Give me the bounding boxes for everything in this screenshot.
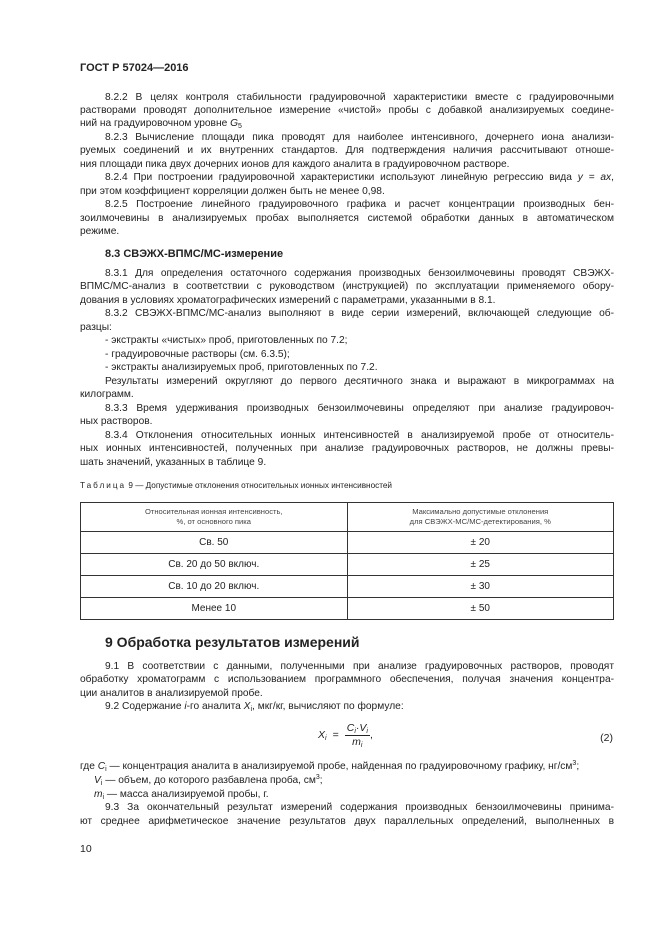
text: где	[80, 761, 98, 772]
table-cell: Св. 10 до 20 включ.	[81, 576, 348, 598]
section-heading: 8.3 СВЭЖХ-ВПМС/МС-измерение	[105, 248, 284, 260]
table-cell: ± 30	[347, 576, 614, 598]
symbol: X	[243, 701, 251, 712]
where-line	[80, 760, 579, 773]
paragraph-line: килограмм.	[80, 389, 134, 400]
text: — объем, до которого разбавлена проба, см	[102, 775, 316, 786]
paragraph-line: дования в условиях хроматографических измерений с параметрами, указанными в 8.1.	[80, 295, 496, 306]
text: -го аналита	[186, 701, 244, 712]
paragraph-line: 8.2.5 Построение линейного градуировочного графика и расчет концентрации производных бен-	[105, 199, 614, 210]
symbol: C	[346, 722, 355, 734]
text: , мкг/кг, вычисляют по формуле:	[252, 701, 404, 712]
paragraph-line: 8.3.4 Отклонения относительных ионных интенсивностей в анализируемой пробе от относитель-	[105, 430, 614, 441]
comma: ,	[369, 729, 373, 741]
table-row	[81, 532, 614, 554]
symbol: C	[97, 761, 106, 772]
equals-sign: =	[332, 729, 339, 741]
paragraph-line: растворами проводят дополнительное измерение «чистой» пробы с добавкой анализируемых соедине-	[80, 105, 614, 116]
formula-lhs	[318, 729, 327, 741]
where-line	[94, 774, 323, 787]
paragraph-line: 8.3.2 СВЭЖХ-ВПМС/МС-анализ выполняют в виде серии измерений, включающей следующие об-	[105, 308, 614, 319]
paragraph-line: разцы:	[80, 322, 112, 333]
fraction	[345, 722, 370, 748]
text: ний на градуировочном уровне	[80, 118, 231, 129]
subscript: i	[102, 794, 105, 801]
paragraph-line: руемых соединений и их внутренних стандартов. Для подтверждения наличия рассчитывают отноше-	[80, 145, 614, 156]
subscript: i	[360, 742, 363, 749]
text: ;	[319, 775, 323, 786]
text: — концентрация аналита в анализируемой пробе, найденная по градуировочному графику, нг/см	[106, 761, 573, 772]
table-cell: ± 25	[347, 554, 614, 576]
section-heading: 9 Обработка результатов измерений	[105, 634, 360, 650]
deviation-table	[80, 502, 614, 620]
paragraph-line: ции аналитов в анализируемой пробе.	[80, 688, 263, 699]
subscript: i	[105, 766, 107, 773]
header-text: %, от основного пика	[176, 517, 251, 526]
superscript: 3	[315, 774, 320, 781]
header-cell	[347, 503, 614, 532]
header-cell	[81, 503, 348, 532]
page-number: 10	[80, 843, 92, 855]
paragraph-line: ния площади пика двух дочерних ионов для каждого аналита в градуировочном растворе.	[80, 159, 510, 170]
paragraph-line: 8.3.3 Время удерживания производных бензоилмочевины определяют при анализе градуировоч-	[105, 403, 614, 414]
subscript: i	[250, 706, 253, 713]
caption-label: Таблица	[80, 481, 127, 490]
table-row	[81, 576, 614, 598]
document-header: ГОСТ Р 57024—2016	[80, 62, 189, 74]
paragraph-line	[80, 117, 614, 130]
paragraph-line: 9.3 За окончательный результат измерений содержания производных бензоилмочевины принима-	[105, 802, 614, 813]
denominator	[352, 736, 362, 748]
paragraph-line: ных ионных интенсивностей, полученных при анализе градуировочных растворов, не должны превы-	[80, 443, 614, 454]
paragraph-line: 8.2.2 В целях контроля стабильности градуировочной характеристики вместе с градуировочными	[105, 92, 614, 103]
paragraph-line: режиме.	[80, 226, 120, 237]
paragraph-line: 9.1 В соответствии с данными, полученными при анализе градуировочных растворов, проводят	[105, 661, 614, 672]
symbol: V	[94, 775, 101, 786]
symbol: X	[318, 729, 326, 741]
paragraph-line	[105, 700, 614, 713]
superscript: 3	[572, 760, 577, 767]
table-row	[81, 554, 614, 576]
paragraph-line: ют среднее арифметическое значение результатов двух параллельных определений, выполненных в	[80, 816, 614, 827]
paragraph-line: Результаты измерений округляют до первого десятичного знака и выражают в микрограммах на	[105, 376, 614, 387]
where-line	[94, 788, 269, 801]
table-cell: Св. 50	[81, 532, 348, 554]
table-cell: ± 20	[347, 532, 614, 554]
symbol: m	[94, 789, 103, 800]
paragraph-line: зоилмочевины в анализируемых пробах выполняется системой обработки данных в автоматическом	[80, 213, 614, 224]
subscript: 5	[238, 123, 242, 130]
formula-2	[318, 722, 373, 748]
symbol: V	[359, 722, 367, 734]
formula-inline: y = ax	[577, 172, 612, 183]
header-text: Относительная ионная интенсивность,	[144, 507, 283, 516]
table-cell: Св. 20 до 50 включ.	[81, 554, 348, 576]
paragraph-line: ных растворов.	[80, 416, 153, 427]
symbol: i	[184, 701, 187, 712]
header-text: Максимально допустимые отклонения	[412, 507, 549, 516]
list-item: - экстракты анализируемых проб, приготовленных по 7.2.	[105, 362, 378, 373]
header-text: для СВЭЖХ-МС/МС-детектирования, %	[409, 517, 551, 526]
subscript: i	[354, 728, 356, 735]
equation-number: (2)	[600, 732, 613, 744]
numerator	[345, 722, 370, 736]
text: 9.2 Содержание	[105, 701, 185, 712]
paragraph-line: ВПМС/МС-анализ в соответствии с руководством (инструкцией) по эксплуатации применяемого обору-	[80, 281, 614, 292]
paragraph-line: шать значений, указанных в таблице 9.	[80, 457, 267, 468]
text: ,	[611, 172, 614, 183]
symbol: m	[352, 736, 361, 748]
list-item: - экстракты «чистых» проб, приготовленных по 7.2;	[105, 335, 348, 346]
paragraph-line	[105, 171, 614, 184]
table-header-row	[81, 503, 614, 532]
dot: ·	[355, 722, 360, 734]
paragraph-line: 8.2.3 Вычисление площади пика проводят для наиболее интенсивного, дочернего иона анализи-	[105, 132, 614, 143]
table-caption	[80, 481, 392, 490]
paragraph-line: 8.3.1 Для определения остаточного содержания производных бензоилмочевины проводят СВЭЖХ-	[105, 268, 614, 279]
paragraph-line: обработку хроматограмм с использованием программного обеспечения, получая значения концентра-	[80, 674, 614, 685]
subscript: i	[325, 735, 327, 742]
symbol: G	[230, 118, 239, 129]
subscript: i	[100, 780, 103, 787]
subscript: i	[366, 728, 368, 735]
caption-text: 9 — Допустимые отклонения относительных ионных интенсивностей	[126, 481, 393, 490]
paragraph-line: при этом коэффициент корреляции должен быть не менее 0,98.	[80, 186, 385, 197]
list-item: - градуировочные растворы (см. 6.3.5);	[105, 349, 290, 360]
table-row	[81, 598, 614, 620]
text: — масса анализируемой пробы, г.	[104, 789, 269, 800]
text: 8.2.4 При построении градуировочной характеристики используют линейную регрессию вида	[105, 172, 578, 183]
table-cell: ± 50	[347, 598, 614, 620]
text: ;	[576, 761, 580, 772]
table-cell: Менее 10	[81, 598, 348, 620]
